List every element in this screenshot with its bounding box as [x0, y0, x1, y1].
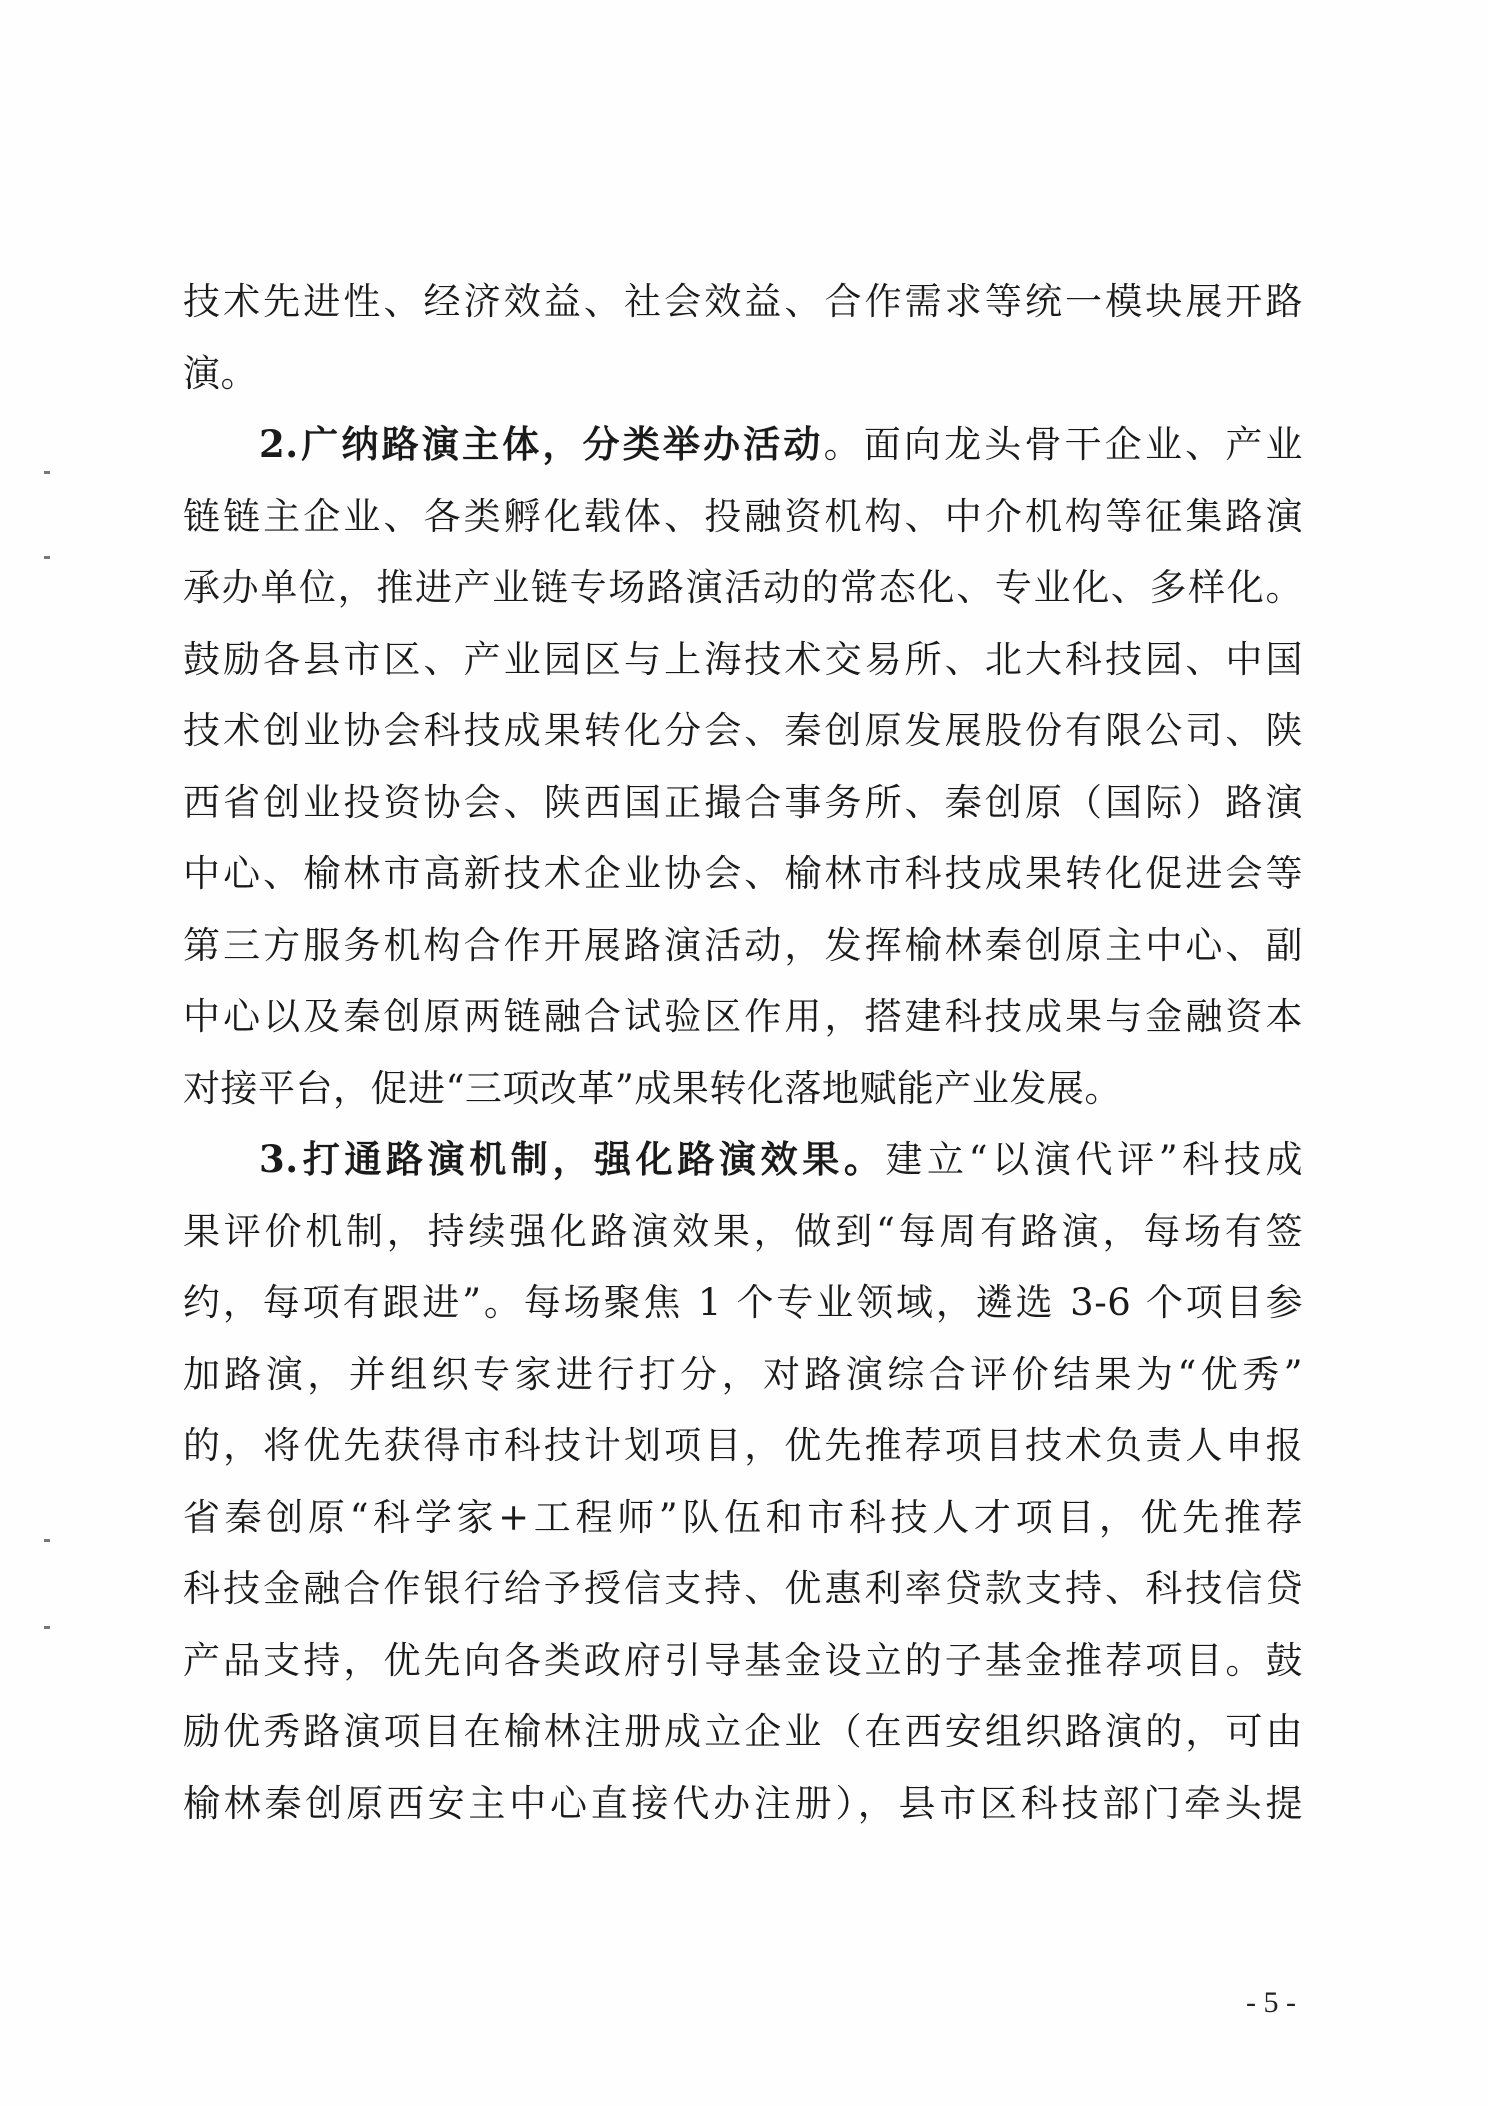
paragraph-text: 对接平台，促进“三项改革”成果转化落地赋能产业发展。: [183, 1066, 1122, 1110]
text-line: [183, 338, 1303, 410]
text-line: [183, 1124, 1303, 1196]
text-line: [183, 1410, 1303, 1482]
scan-mark: [44, 471, 50, 474]
text-line: [183, 1339, 1303, 1411]
text-line: [183, 1053, 1303, 1125]
text-line: [183, 910, 1303, 982]
paragraph-text: 演。: [183, 351, 258, 395]
heading-text: 3.打通路演机制，强化路演效果。: [259, 1137, 886, 1181]
text-line: [183, 1482, 1303, 1554]
body-text: [183, 266, 1303, 1839]
paragraph-text: 果评价机制，持续强化路演效果，做到“每周有路演，每场有签: [183, 1209, 1303, 1253]
text-line: [183, 981, 1303, 1053]
text-line: [183, 1625, 1303, 1697]
paragraph-text: 鼓励各县市区、产业园区与上海技术交易所、北大科技园、中国: [183, 637, 1303, 681]
text-line: [183, 409, 1303, 481]
text-line: [183, 552, 1303, 624]
paragraph-text: 技术创业协会科技成果转化分会、秦创原发展股份有限公司、陕: [183, 709, 1303, 752]
text-line: [183, 266, 1303, 338]
page-number: - 5 -: [1246, 1986, 1296, 2019]
paragraph-text: 加路演，并组织专家进行打分，对路演综合评价结果为“优秀”: [183, 1352, 1303, 1396]
paragraph-text: 省秦创原“科学家+工程师”队伍和市科技人才项目，优先推荐: [183, 1495, 1303, 1539]
text-line: [183, 1196, 1303, 1268]
paragraph-text: 承办单位，推进产业链专场路演活动的常态化、专业化、多样化。: [183, 566, 1303, 609]
heading-text: 2.广纳路演主体，分类举办活动: [259, 422, 824, 466]
paragraph-text: 的，将优先获得市科技计划项目，优先推荐项目技术负责人申报: [183, 1424, 1303, 1467]
text-line: [183, 624, 1303, 696]
text-line: [183, 481, 1303, 553]
scan-mark: [44, 1626, 50, 1629]
text-line: [183, 767, 1303, 839]
paragraph-text: 科技金融合作银行给予授信支持、优惠利率贷款支持、科技信贷: [183, 1567, 1303, 1610]
text-line: [183, 838, 1303, 910]
scan-mark: [44, 1539, 50, 1542]
text-line: [183, 1768, 1303, 1840]
text-line: [183, 1553, 1303, 1625]
paragraph-text: 技术先进性、经济效益、社会效益、合作需求等统一模块展开路: [183, 280, 1303, 323]
paragraph-text: 链链主企业、各类孵化载体、投融资机构、中介机构等征集路演: [183, 494, 1303, 538]
paragraph-text: 约，每项有跟进”。每场聚焦 1 个专业领域，遴选 3-6 个项目参: [183, 1281, 1303, 1324]
text-line: [183, 695, 1303, 767]
text-line: [183, 1696, 1303, 1768]
paragraph-text: 建立“以演代评”科技成: [885, 1138, 1303, 1181]
scan-mark: [44, 556, 50, 559]
paragraph-text: 。面向龙头骨干企业、产业: [823, 423, 1303, 466]
paragraph-text: 榆林秦创原西安主中心直接代办注册），县市区科技部门牵头提: [183, 1781, 1303, 1825]
paragraph-text: 励优秀路演项目在榆林注册成立企业（在西安组织路演的，可由: [183, 1710, 1303, 1753]
paragraph-text: 产品支持，优先向各类政府引导基金设立的子基金推荐项目。鼓: [183, 1638, 1303, 1682]
paragraph-text: 西省创业投资协会、陕西国正撮合事务所、秦创原（国际）路演: [183, 780, 1303, 824]
text-line: [183, 1267, 1303, 1339]
paragraph-text: 第三方服务机构合作开展路演活动，发挥榆林秦创原主中心、副: [183, 923, 1303, 967]
paragraph-text: 中心、榆林市高新技术企业协会、榆林市科技成果转化促进会等: [183, 852, 1303, 895]
paragraph-text: 中心以及秦创原两链融合试验区作用，搭建科技成果与金融资本: [183, 995, 1303, 1038]
